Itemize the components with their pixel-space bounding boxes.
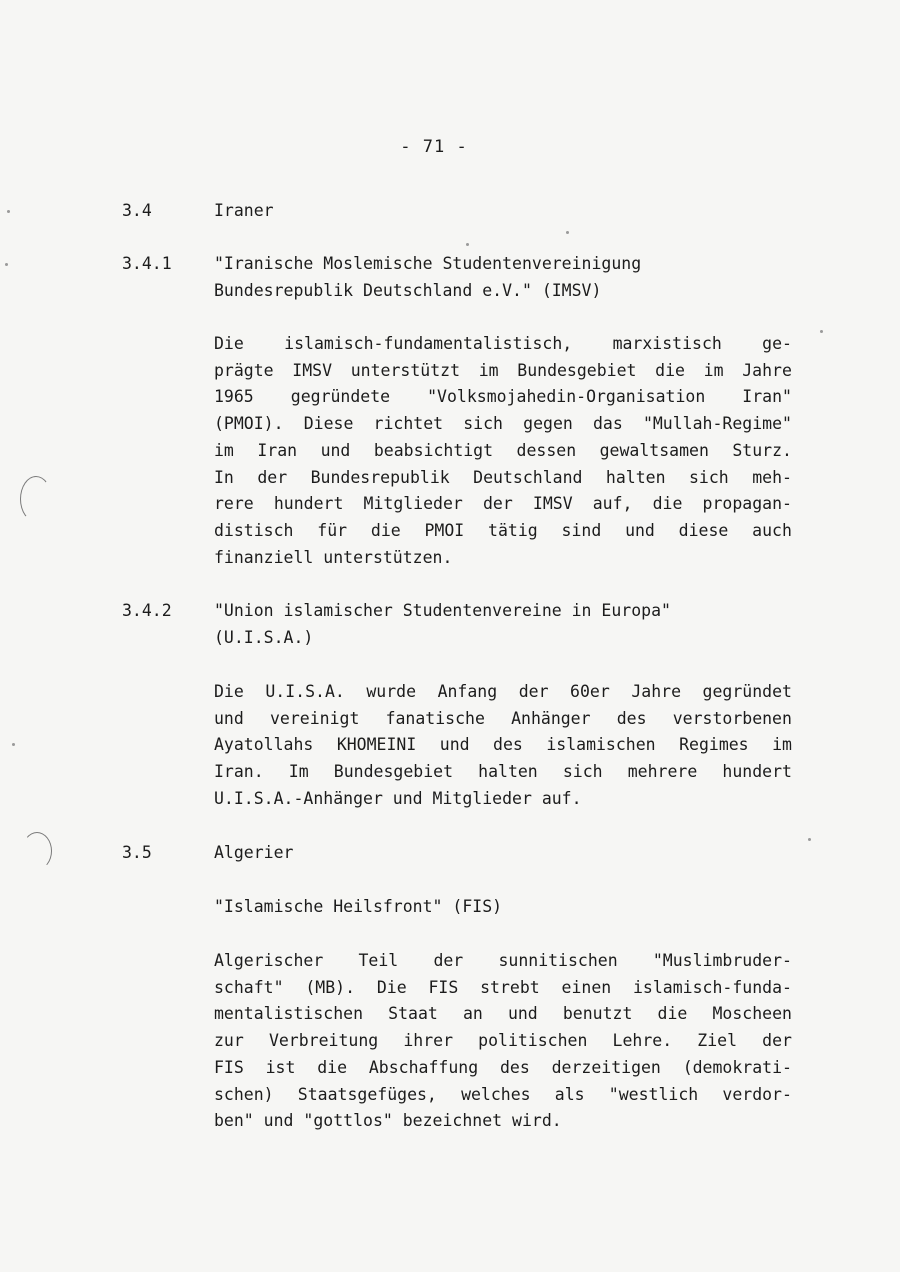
scan-speck <box>808 838 811 841</box>
section-number-3-4-2: 3.4.2 <box>122 601 172 620</box>
section-title-algerier <box>214 840 792 867</box>
scan-speck <box>12 743 15 746</box>
scan-speck <box>566 231 569 234</box>
scan-speck <box>820 330 823 333</box>
text-line: Algerischer Teil der sunnitischen "Muslimbruder- <box>214 951 792 970</box>
heading-line: "Iranische Moslemische Studentenvereinigung <box>214 254 642 273</box>
section-number-3-5: 3.5 <box>122 843 152 862</box>
scan-artifact-arc-lower <box>22 832 52 870</box>
section-heading-uisa <box>214 598 792 651</box>
section-subheading-fis <box>214 894 792 921</box>
scan-speck <box>7 210 10 213</box>
text-line: mentalistischen Staat an und benutzt die Moscheen <box>214 1004 792 1024</box>
text-line: 1965 gegründete "Volksmojahedin-Organisation Iran" <box>214 387 792 407</box>
scan-speck <box>5 263 8 266</box>
section-number-3-4-1: 3.4.1 <box>122 254 172 273</box>
heading-line: (U.I.S.A.) <box>214 627 314 647</box>
paragraph-imsv <box>214 331 792 571</box>
section-number-3-4: 3.4 <box>122 201 152 220</box>
text-line: und vereinigt fanatische Anhänger des verstorbenen <box>214 708 792 728</box>
text-line-last: ben" und "gottlos" bezeichnet wird. <box>214 1111 562 1131</box>
paragraph-fis <box>214 948 792 1135</box>
text-line: In der Bundesrepublik Deutschland halten sich meh- <box>214 467 792 487</box>
text-line: (PMOI). Diese richtet sich gegen das "Mullah-Regime" <box>214 414 792 434</box>
text-line-last: finanziell unterstützen. <box>214 547 453 567</box>
subheading-line: "Islamische Heilsfront" (FIS) <box>214 897 503 916</box>
text-line-last: U.I.S.A.-Anhänger und Mitglieder auf. <box>214 788 582 808</box>
scan-artifact-arc-upper <box>20 476 52 522</box>
scan-speck <box>466 243 469 246</box>
text-line: Iran. Im Bundesgebiet halten sich mehrere hundert <box>214 762 792 782</box>
page-number: - 71 - <box>400 137 468 157</box>
text-line: FIS ist die Abschaffung des derzeitigen (demokrati- <box>214 1057 792 1077</box>
text-line: zur Verbreitung ihrer politischen Lehre. Ziel der <box>214 1031 792 1051</box>
section-title-iraner <box>214 198 792 225</box>
heading-line: "Union islamischer Studentenvereine in Europa" <box>214 601 671 620</box>
text-line: rere hundert Mitglieder der IMSV auf, die propagan- <box>214 494 792 514</box>
section-heading-imsv <box>214 251 792 304</box>
text-line: Ayatollahs KHOMEINI und des islamischen Regimes im <box>214 735 792 755</box>
paragraph-uisa <box>214 679 792 813</box>
heading-line: Bundesrepublik Deutschland e.V." (IMSV) <box>214 280 602 300</box>
text-line: distisch für die PMOI tätig sind und diese auch <box>214 520 792 540</box>
text-line: Die islamisch-fundamentalistisch, marxistisch ge- <box>214 334 792 353</box>
section-title: Iraner <box>214 201 274 220</box>
text-line: Die U.I.S.A. wurde Anfang der 60er Jahre gegründet <box>214 682 792 701</box>
section-title: Algerier <box>214 843 294 862</box>
text-line: schaft" (MB). Die FIS strebt einen islamisch-funda- <box>214 977 792 997</box>
text-line: im Iran und beabsichtigt dessen gewaltsamen Sturz. <box>214 440 792 460</box>
text-line: prägte IMSV unterstützt im Bundesgebiet die im Jahre <box>214 360 792 380</box>
text-line: schen) Staatsgefüges, welches als "westlich verdor- <box>214 1084 792 1104</box>
